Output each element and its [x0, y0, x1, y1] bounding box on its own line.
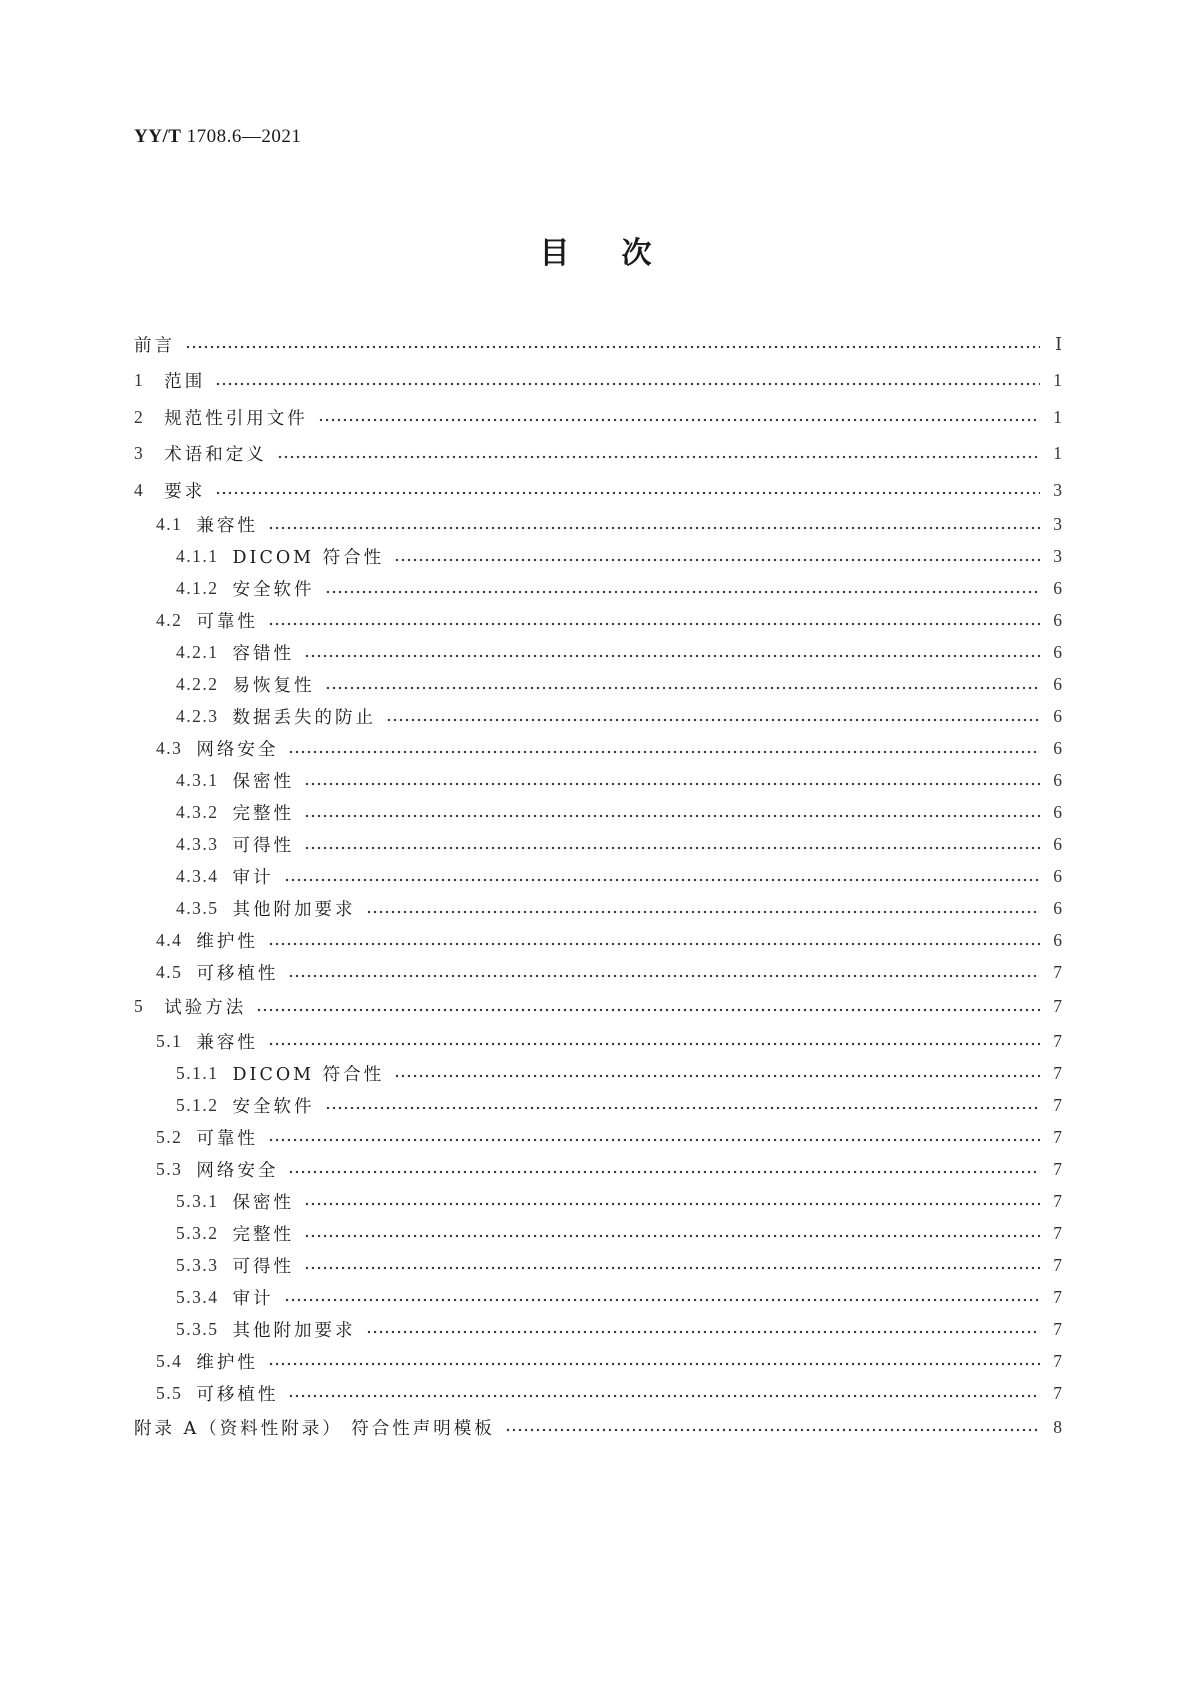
- toc-entry-page: 6: [1053, 642, 1062, 662]
- dot-leader: [304, 781, 1040, 787]
- toc-entry-label: 可移植性: [196, 1384, 279, 1405]
- standard-code: [134, 126, 301, 148]
- toc-entry-number: 5.2: [156, 1126, 183, 1147]
- toc-entry-number: 4.3: [156, 738, 183, 758]
- dot-leader: [215, 381, 1040, 387]
- toc-entry-page: 7: [1053, 1158, 1062, 1179]
- toc-entry-label: DICOM 符合性: [232, 548, 385, 568]
- toc-entry-page: 7: [1053, 1062, 1062, 1083]
- toc-entry-label: 可靠性: [196, 1128, 258, 1149]
- toc-entry-label: 完整性: [232, 1224, 294, 1245]
- toc-entry-page: 3: [1053, 514, 1062, 534]
- toc-entry-label: 审计: [232, 868, 274, 888]
- toc-entry[interactable]: [134, 957, 1062, 989]
- toc-entry[interactable]: [134, 1153, 1062, 1185]
- dot-leader: [318, 417, 1040, 423]
- dot-leader: [284, 1297, 1041, 1303]
- dot-leader: [288, 1393, 1040, 1399]
- toc-entry-label: 维护性: [196, 1352, 258, 1373]
- toc-entry-number: 5.4: [156, 1350, 183, 1371]
- toc-entry[interactable]: [134, 1185, 1062, 1217]
- toc-entry-page: 6: [1053, 834, 1062, 854]
- toc-entry[interactable]: [134, 1121, 1062, 1153]
- dot-leader: [288, 1169, 1040, 1175]
- dot-leader: [394, 1073, 1040, 1079]
- toc-entry-number: 4.3.5: [176, 898, 219, 918]
- toc-entry-number: 2: [134, 406, 145, 427]
- dot-leader: [288, 749, 1040, 755]
- toc-entry-label: 可靠性: [196, 612, 258, 632]
- toc-entry-number: 4.2.3: [176, 706, 219, 726]
- toc-entry[interactable]: [134, 326, 1062, 363]
- toc-entry-label: 审计: [232, 1288, 274, 1309]
- toc-entry[interactable]: [134, 1217, 1062, 1249]
- toc-entry-page: 1: [1053, 406, 1062, 427]
- toc-entry-label: 保密性: [232, 1192, 294, 1213]
- toc-entry-page: 7: [1053, 1222, 1062, 1243]
- dot-leader: [284, 877, 1041, 883]
- toc-entry-label: 可得性: [232, 1256, 294, 1277]
- toc-entry[interactable]: [134, 436, 1062, 473]
- toc-entry-page: 7: [1053, 1382, 1062, 1403]
- toc-entry-number: 3: [134, 443, 145, 464]
- toc-entry[interactable]: [134, 363, 1062, 400]
- dot-leader: [304, 813, 1040, 819]
- toc-entry-label: 要求: [164, 481, 206, 502]
- toc-entry-label: 其他附加要求: [232, 900, 356, 920]
- dot-leader: [304, 1233, 1040, 1239]
- toc-entry-page: 6: [1053, 898, 1062, 918]
- toc-entry-label: 数据丢失的防止: [232, 708, 376, 728]
- toc-entry-page: 7: [1053, 1030, 1062, 1051]
- toc-entry-page: 6: [1053, 866, 1062, 886]
- toc-entry-page: 7: [1053, 962, 1062, 982]
- dot-leader: [268, 525, 1040, 531]
- toc-entry[interactable]: [134, 573, 1062, 605]
- dot-leader: [505, 1427, 1040, 1433]
- toc-entry-page: 3: [1053, 479, 1062, 500]
- toc-entry-page: 6: [1053, 610, 1062, 630]
- toc-entry-page: 6: [1053, 802, 1062, 822]
- toc-entry-page: 7: [1053, 1190, 1062, 1211]
- toc-entry-number: 5.5: [156, 1382, 183, 1403]
- toc-entry[interactable]: [134, 541, 1062, 573]
- dot-leader: [304, 845, 1040, 851]
- toc-entry[interactable]: [134, 1313, 1062, 1345]
- toc-entry-page: 1: [1053, 443, 1062, 464]
- dot-leader: [394, 557, 1040, 563]
- toc-entry-page: 7: [1053, 1318, 1062, 1339]
- toc-entry-number: 4.3.4: [176, 866, 219, 886]
- toc-entry-label: 易恢复性: [232, 676, 315, 696]
- toc-entry-label: 试验方法: [164, 998, 247, 1019]
- toc-entry[interactable]: [134, 733, 1062, 765]
- toc-entry-number: 4.1.1: [176, 546, 219, 566]
- toc-entry-label: 网络安全: [196, 740, 279, 760]
- toc-entry[interactable]: [134, 509, 1062, 541]
- table-of-contents: [134, 326, 1062, 1446]
- toc-entry[interactable]: [134, 399, 1062, 436]
- toc-entry[interactable]: [134, 765, 1062, 797]
- toc-entry-page: 6: [1053, 578, 1062, 598]
- dot-leader: [325, 589, 1041, 595]
- toc-entry-page: 7: [1053, 1094, 1062, 1115]
- toc-entry-number: 5: [134, 996, 145, 1017]
- toc-entry-number: 4.2.1: [176, 642, 219, 662]
- toc-entry-label: 可得性: [232, 836, 294, 856]
- toc-entry-number: 4.1: [156, 514, 183, 534]
- toc-entry-number: 5.3.2: [176, 1222, 219, 1243]
- dot-leader: [268, 621, 1040, 627]
- toc-entry[interactable]: [134, 1249, 1062, 1281]
- dot-leader: [277, 454, 1040, 460]
- toc-entry-page: 6: [1053, 706, 1062, 726]
- toc-entry[interactable]: [134, 1377, 1062, 1409]
- dot-leader: [325, 685, 1041, 691]
- toc-entry-page: 7: [1053, 1350, 1062, 1371]
- dot-leader: [268, 1041, 1040, 1047]
- toc-entry-label: 网络安全: [196, 1160, 279, 1181]
- toc-entry[interactable]: [134, 989, 1062, 1026]
- toc-entry[interactable]: [134, 925, 1062, 957]
- toc-entry-number: 5.1.1: [176, 1062, 219, 1083]
- dot-leader: [304, 1201, 1040, 1207]
- toc-entry[interactable]: [134, 1409, 1062, 1446]
- toc-entry-page: 7: [1053, 996, 1062, 1017]
- toc-entry-page: 3: [1053, 546, 1062, 566]
- toc-entry-page: 6: [1053, 770, 1062, 790]
- dot-leader: [215, 490, 1040, 496]
- toc-entry-label: 完整性: [232, 804, 294, 824]
- toc-entry-number: 4.3.3: [176, 834, 219, 854]
- toc-entry-label: 兼容性: [196, 1032, 258, 1053]
- toc-entry-number: 4.3.2: [176, 802, 219, 822]
- toc-entry-label: 可移植性: [196, 964, 279, 984]
- toc-entry-label: 其他附加要求: [232, 1320, 356, 1341]
- toc-entry-page: 7: [1053, 1286, 1062, 1307]
- toc-entry-label: 前言: [134, 335, 175, 356]
- toc-entry-number: 4.5: [156, 962, 183, 982]
- toc-entry-page: 6: [1053, 738, 1062, 758]
- dot-leader: [304, 653, 1040, 659]
- toc-entry[interactable]: [134, 1089, 1062, 1121]
- toc-entry-page: Ⅰ: [1055, 333, 1062, 354]
- toc-entry-label: 安全软件: [232, 1096, 315, 1117]
- toc-entry-number: 5.3.5: [176, 1318, 219, 1339]
- toc-entry-label: 兼容性: [196, 516, 258, 536]
- toc-entry-page: 1: [1053, 370, 1062, 391]
- toc-entry-number: 5.3.3: [176, 1254, 219, 1275]
- toc-entry-label: 保密性: [232, 772, 294, 792]
- dot-leader: [366, 909, 1041, 915]
- toc-entry[interactable]: [134, 861, 1062, 893]
- toc-entry-page: 8: [1053, 1416, 1062, 1437]
- toc-entry[interactable]: [134, 829, 1062, 861]
- toc-entry-number: 4: [134, 479, 145, 500]
- toc-entry-number: 5.1.2: [176, 1094, 219, 1115]
- toc-entry-label: 维护性: [196, 932, 258, 952]
- toc-entry[interactable]: [134, 669, 1062, 701]
- toc-entry-number: 5.3.4: [176, 1286, 219, 1307]
- toc-entry-label: 术语和定义: [164, 445, 267, 466]
- toc-entry[interactable]: [134, 1025, 1062, 1057]
- toc-entry-label: DICOM 符合性: [232, 1064, 385, 1085]
- dot-leader: [268, 941, 1040, 947]
- toc-entry[interactable]: [134, 797, 1062, 829]
- toc-entry-label: 规范性引用文件: [164, 408, 308, 429]
- page-title: 目次: [539, 236, 704, 271]
- toc-entry[interactable]: [134, 1057, 1062, 1089]
- toc-entry[interactable]: [134, 637, 1062, 669]
- standard-code-prefix: YY/T: [134, 126, 182, 147]
- toc-entry-number: 4.2: [156, 610, 183, 630]
- toc-entry-label: 附录 A（资料性附录） 符合性声明模板: [134, 1418, 495, 1439]
- dot-leader: [268, 1137, 1040, 1143]
- toc-entry-number: 5.3: [156, 1158, 183, 1179]
- dot-leader: [386, 717, 1040, 723]
- toc-entry[interactable]: [134, 893, 1062, 925]
- toc-entry[interactable]: [134, 1281, 1062, 1313]
- dot-leader: [325, 1105, 1041, 1111]
- toc-entry-label: 范围: [164, 372, 206, 393]
- toc-entry-page: 6: [1053, 930, 1062, 950]
- toc-entry[interactable]: [134, 605, 1062, 637]
- toc-entry-number: 4.3.1: [176, 770, 219, 790]
- toc-entry-page: 7: [1053, 1254, 1062, 1275]
- toc-entry-page: 7: [1053, 1126, 1062, 1147]
- toc-entry[interactable]: [134, 1345, 1062, 1377]
- toc-entry-label: 容错性: [232, 644, 294, 664]
- toc-entry-number: 1: [134, 370, 145, 391]
- dot-leader: [185, 344, 1040, 350]
- toc-entry[interactable]: [134, 472, 1062, 509]
- dot-leader: [304, 1265, 1040, 1271]
- toc-entry-number: 5.1: [156, 1030, 183, 1051]
- toc-entry-number: 4.1.2: [176, 578, 219, 598]
- dot-leader: [256, 1007, 1040, 1013]
- dot-leader: [268, 1361, 1040, 1367]
- toc-entry-page: 6: [1053, 674, 1062, 694]
- toc-entry-label: 安全软件: [232, 580, 315, 600]
- standard-code-number: 1708.6—2021: [186, 126, 302, 147]
- dot-leader: [366, 1329, 1041, 1335]
- toc-entry-number: 5.3.1: [176, 1190, 219, 1211]
- toc-entry-number: 4.4: [156, 930, 183, 950]
- dot-leader: [288, 973, 1040, 979]
- toc-entry[interactable]: [134, 701, 1062, 733]
- toc-entry-number: 4.2.2: [176, 674, 219, 694]
